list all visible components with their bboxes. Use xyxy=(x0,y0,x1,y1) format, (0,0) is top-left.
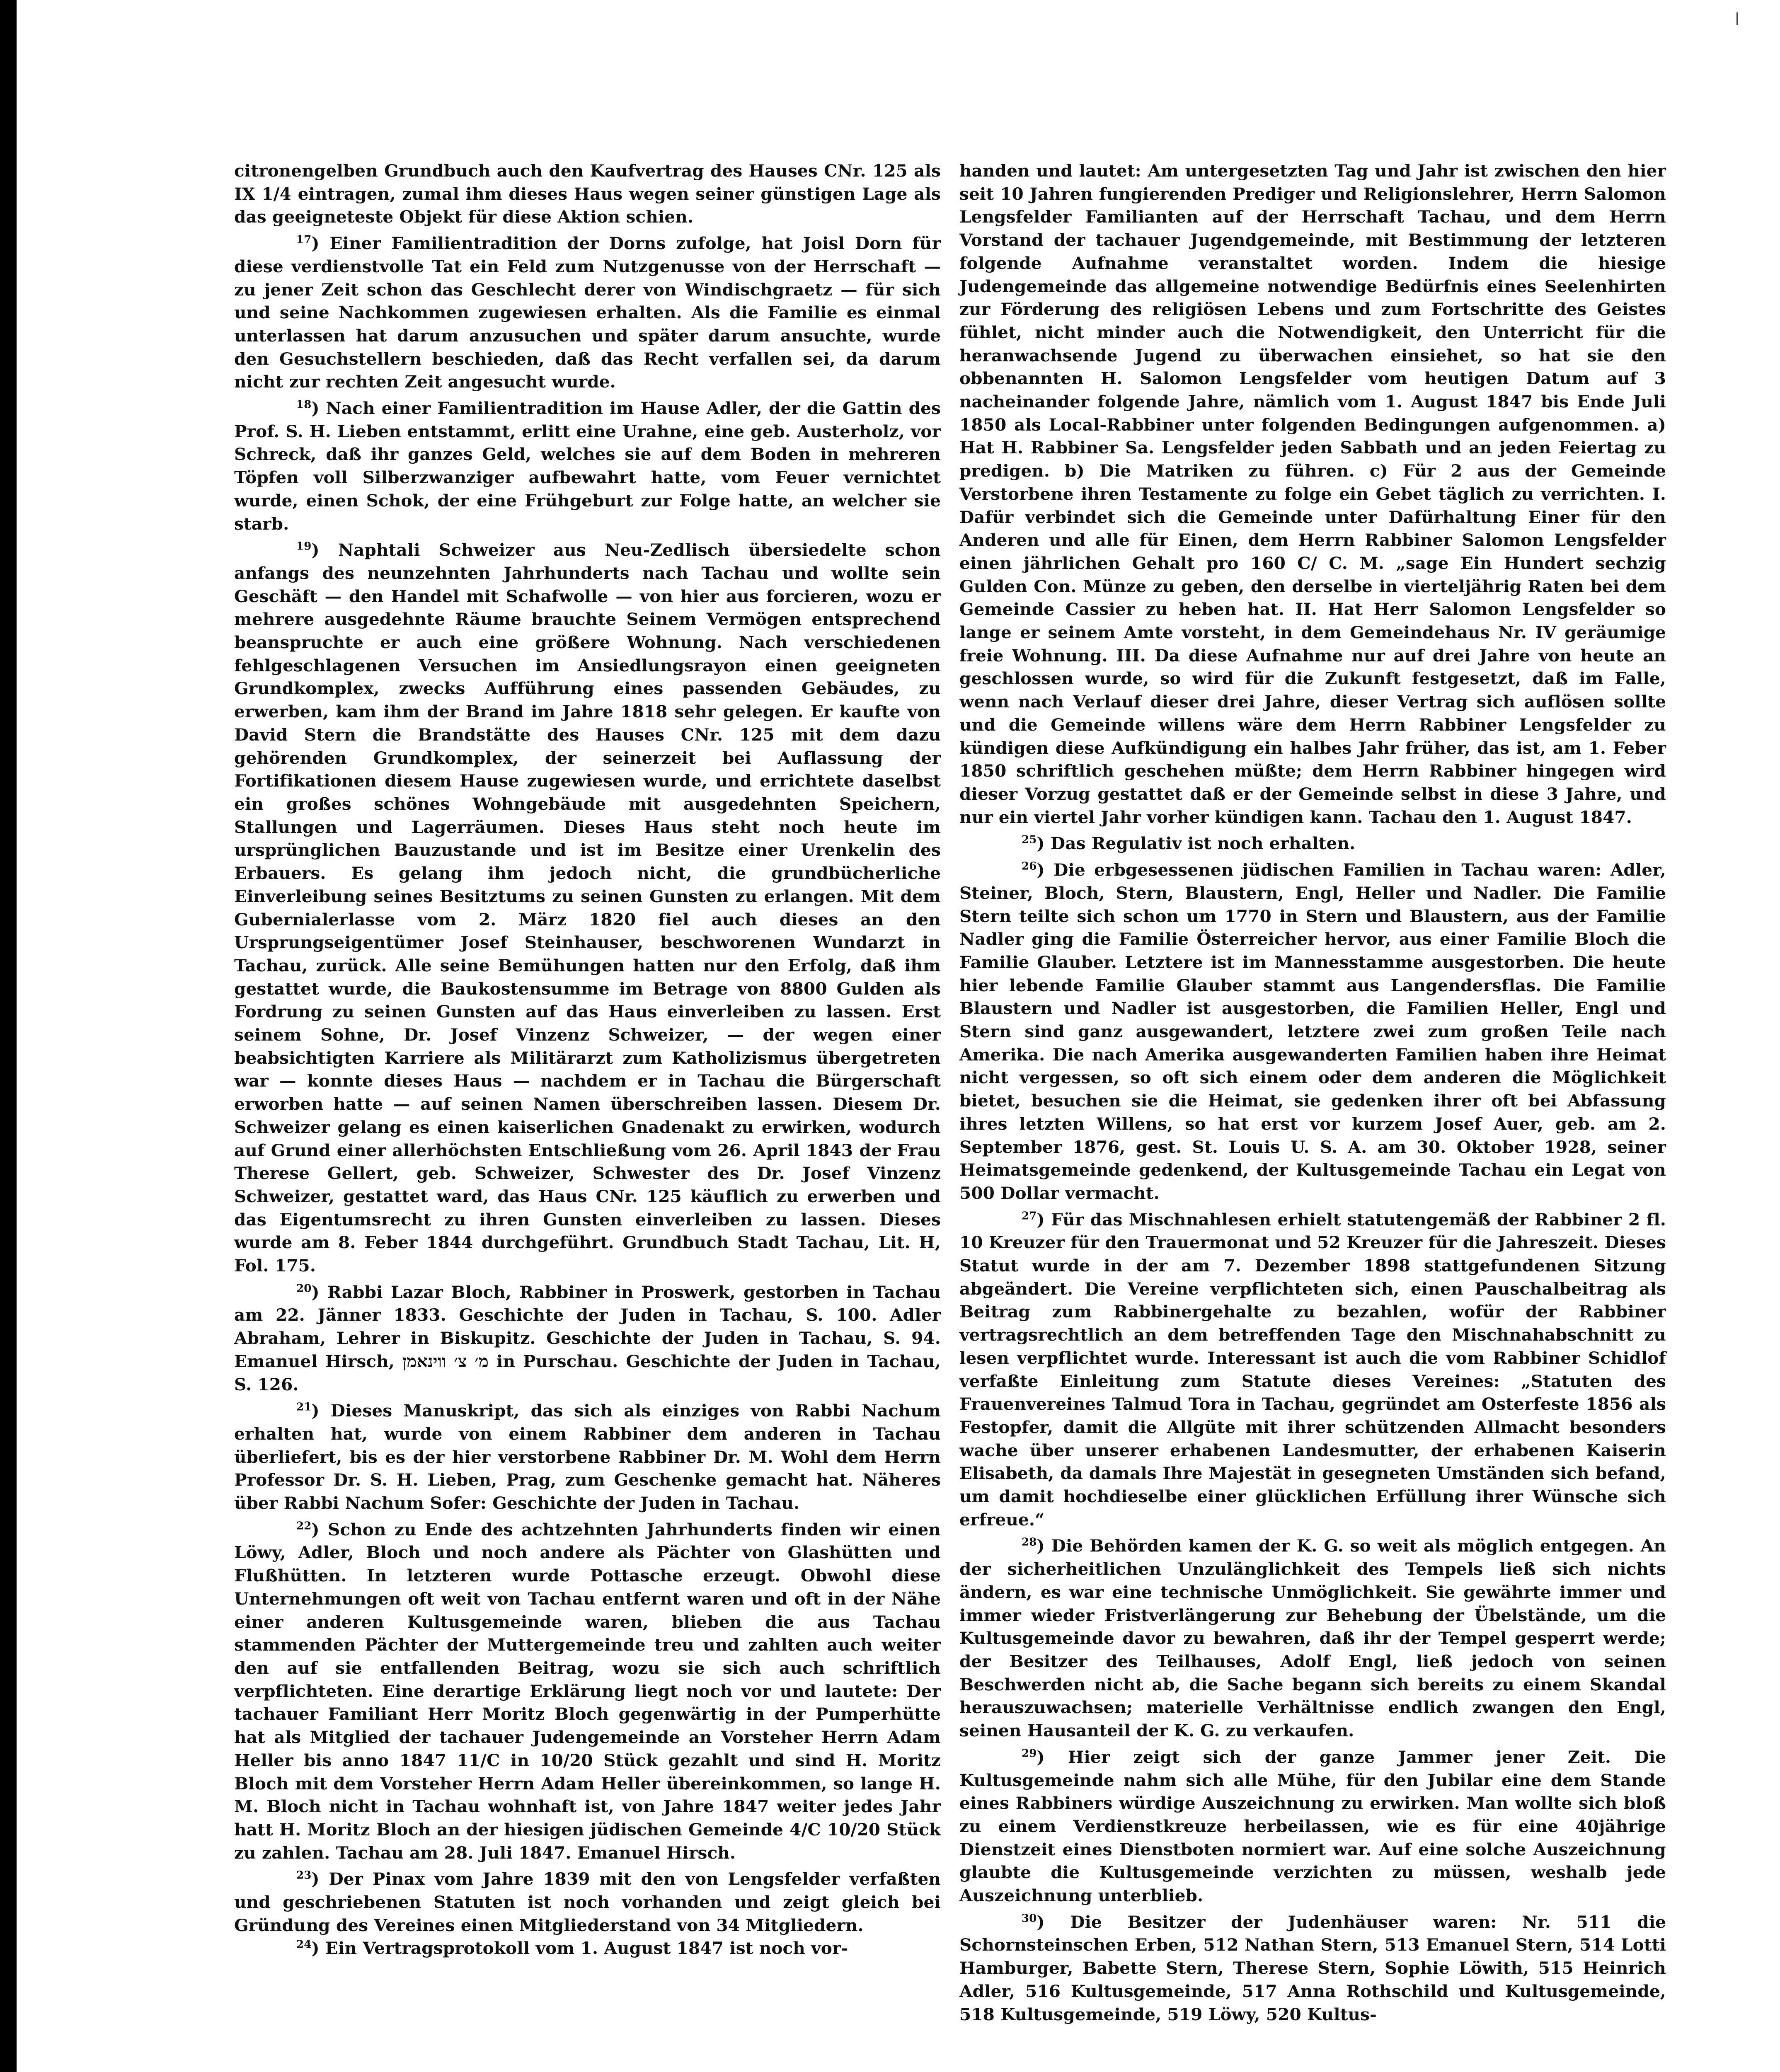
hebrew-name: מ׳ צ׳ ווינאמן xyxy=(402,1351,489,1371)
footnote-23: $^{23}$) Der Pinax vom Jahre 1839 mit den von Lengsfelder verfaßten und geschriebenen Statuten ist noch vorhanden und zeigt gleich bei Gründung des Vereines einen Mitgliederstand von 34 Mitgliedern. xyxy=(234,1869,941,1935)
right-column xyxy=(959,160,1666,2026)
footnote-24-continuation: handen und lautet: Am untergesetzten Tag und Jahr ist zwischen den hier seit 10 Jahren fungierenden Prediger und Religionslehrer, Herrn Salomon Lengsfelder Familianten auf der Herrschaft Tachau, und dem Herrn Vorstand der tachauer Jugendgemeinde, mit Bestimmung der letzteren folgende Aufnahme veranstaltet worden. Indem die hiesige Judengemeinde das allgemeine notwendige Bedürfnis eines Seelenhirten zur Förderung des religiösen Lebens und zum Fortschritte des Geistes fühlet, nicht minder auch die Notwendigkeit, den Unterricht für die heranwachsende Jugend zu überwachen einsiehet, so hat sie den obbenannten H. Salomon Lengsfelder vom heutigen Datum auf 3 nacheinander folgende Jahre, nämlich vom 1. August 1847 bis Ende Juli 1850 als Local-Rabbiner unter folgenden Bedingungen aufgenommen. a) Hat H. Rabbiner Sa. Lengsfelder jeden Sabbath und an jeden Feiertag zu predigen. b) Die Matriken zu führen. c) Für 2 aus der Gemeinde Verstorbene ihren Testamente zu folge ein Gebet täglich zu verrichten. I. Dafür verbindet sich die Gemeinde unter Dafürhaltung Einer für den Anderen und alle für Einen, dem Herrn Rabbiner Salomon Lengsfelder einen jährlichen Gehalt pro 160 C/ C. M. „sage Ein Hundert sechzig Gulden Con. Münze zu geben, den derselbe in vierteljährig Raten bei dem Gemeinde Cassier zu heben hat. II. Hat Herr Salomon Lengsfelder so lange er seinem Amte vorsteht, in dem Gemeindehaus Nr. IV geräumige freie Wohnung. III. Da diese Aufnahme nur auf drei Jahre von heute an geschlossen wurde, so wird für die Zukunft festgesetzt, daß im Falle, wenn nach Verlauf dieser drei Jahre, dieser Vertrag sich auflösen sollte und die Gemeinde willens wäre dem Herrn Rabbiner Lengsfelder zu kündigen diese Aufkündigung ein halbes Jahr früher, das ist, am 1. Feber 1850 schriftlich geschehen müßte; dem Herrn Rabbiner hingegen wird dieser Vorzug gestattet daß er der Gemeinde selbst in diese 3 Jahre, und nur ein viertel Jahr vorher kündigen kann. Tachau den 1. August 1847. xyxy=(959,161,1666,827)
scan-mark xyxy=(1736,12,1738,25)
footnote-17: $^{17}$) Einer Familientradition der Dorns zufolge, hat Joisl Dorn für diese verdienstvolle Tat ein Feld zum Nutzgenusse von der Herrschaft — zu jener Zeit schon das Geschlecht derer von Windischgraetz — für sich und seine Nachkommen zugewiesen erhalten. Als die Familie es einmal unterlassen hat darum anzusuchen und später darum ansuchte, wurde den Gesuchstellern beschieden, daß das Recht verfallen sei, da darum nicht zur rechten Zeit angesucht wurde. xyxy=(234,233,941,392)
footnote-29: $^{29}$) Hier zeigt sich der ganze Jammer jener Zeit. Die Kultusgemeinde nahm sich alle Mühe, für den Jubilar eine dem Stande eines Rabbiners würdige Auszeichnung zu erwirken. Man wollte sich bloß zu einem Verdienstkreuze herbeilassen, wie es für eine 40jährige Dienstzeit eines Dienstboten normiert war. Auf eine solche Auszeichnung glaubte die Kultusgemeinde verzichten zu müssen, weshalb jede Auszeichnung unterblieb. xyxy=(959,1747,1666,1906)
footnote-18: $^{18}$) Nach einer Familientradition im Hause Adler, der die Gattin des Prof. S. H. Lieben entstammt, erlitt eine Urahne, eine geb. Austerholz, vor Schreck, daß ihr ganzes Geld, welches sie auf dem Boden in mehreren Töpfen voll Silberzwanziger aufbewahrt hatte, vom Feuer vernichtet wurde, einen Schok, der eine Frühgeburt zur Folge hatte, an welcher sie starb. xyxy=(234,398,941,534)
footnote-22: $^{22}$) Schon zu Ende des achtzehnten Jahrhunderts finden wir einen Löwy, Adler, Bloch und noch andere als Pächter von Glashütten und Flußhütten. In letzteren wurde Pottasche erzeugt. Obwohl diese Unternehmungen oft weit von Tachau entfernt waren und oft in der Nähe einer anderen Kultusgemeinde waren, blieben die aus Tachau stammenden Pächter der Muttergemeinde treu und zahlten auch weiter den auf sie entfallenden Beitrag, wozu sie sich auch schriftlich verpflichteten. Eine derartige Erklärung liegt noch vor und lautete: Der tachauer Familiant Herr Moritz Bloch gegenwärtig in der Pumperhütte hat als Mitglied der tachauer Judengemeinde an Vorsteher Herrn Adam Heller bis anno 1847 11/C in 10/20 Stück gezahlt und sind H. Moritz Bloch mit dem Vorsteher Herrn Adam Heller übereinkommen, so lange H. M. Bloch nicht in Tachau wohnhaft ist, von Jahre 1847 weiter jedes Jahr hatt H. Moritz Bloch an der hiesigen jüdischen Gemeinde 4/C 10/20 Stück zu zahlen. Tachau am 28. Juli 1847. Emanuel Hirsch. xyxy=(234,1519,941,1863)
footnote-24: $^{24}$) Ein Vertragsprotokoll vom 1. August 1847 ist noch vor- xyxy=(296,1938,848,1958)
footnote-26: $^{26}$) Die erbgesessenen jüdischen Familien in Tachau waren: Adler, Steiner, Bloch, Stern, Blaustern, Engl, Heller und Nadler. Die Familie Stern teilte sich schon um 1770 in Stern und Blaustern, aus der Familie Nadler ging die Familie Österreicher hervor, aus einer Familie Bloch die Familie Glauber. Letztere ist im Mannesstamme ausgestorben. Die heute hier lebende Familie Glauber stammt aus Langendersflas. Die Familie Blaustern und Nadler ist ausgestorben, die Familien Heller, Engl und Stern sind ganz ausgewandert, letztere zwei zum großen Teile nach Amerika. Die nach Amerika ausgewanderten Familien haben ihre Heimat nicht vergessen, so oft sich einem oder dem anderen die Möglichkeit bietet, besuchen sie die Heimat, sie gedenken ihrer oft bei Abfassung ihres letzten Willens, so hat erst vor kurzem Josef Auer, geb. am 2. September 1876, gest. St. Louis U. S. A. am 30. Oktober 1928, seiner Heimatsgemeinde gedenkend, der Kultusgemeinde Tachau ein Legat von 500 Dollar vermacht. xyxy=(959,860,1666,1203)
footnote-27: $^{27}$) Für das Mischnahlesen erhielt statutengemäß der Rabbiner 2 fl. 10 Kreuzer für den Trauermonat und 52 Kreuzer für die Jahreszeit. Dieses Statut wurde in der am 7. Dezember 1898 stattgefundenen Sitzung abgeändert. Die Vereine verpflichteten sich, einen Pauschalbeitrag als Beitrag zum Rabbinergehalte zu bezahlen, wofür der Rabbiner vertragsrechtlich an dem betreffenden Tage den Mischnahabschnitt zu lesen verpflichtet wurde. Interessant ist auch die vom Rabbiner Schidlof verfaßte Einleitung zum Statute dieses Vereines: „Statuten des Frauenvereines Talmud Tora in Tachau, gegründet am Osterfeste 1856 als Festopfer, damit die Allgüte mit ihrer schützenden Allmacht besonders wache über unserer erhabenen Landesmutter, der erhabenen Kaiserin Elisabeth, da damals Ihre Majestät in gesegneten Umständen sich befand, um damit hochdieselbe einer glücklichen Erfüllung ihrer Wünsche sich erfreue.“ xyxy=(959,1209,1666,1530)
paragraph-continuation: citronengelben Grundbuch auch den Kaufvertrag des Hauses CNr. 125 als IX 1/4 eintragen, zumal ihm dieses Haus wegen seiner günstigen Lage als das geeigneteste Objekt für diese Aktion schien. xyxy=(234,161,941,227)
footnote-30: $^{30}$) Die Besitzer der Judenhäuser waren: Nr. 511 die Schornsteinschen Erben, 512 Nathan Stern, 513 Emanuel Stern, 514 Lotti Hamburger, Babette Stern, Therese Stern, Sophie Löwith, 515 Heinrich Adler, 516 Kultusgemeinde, 517 Anna Rothschild und Kultusgemeinde, 518 Kultusgemeinde, 519 Löwy, 520 Kultus- xyxy=(959,1912,1666,2024)
document-page xyxy=(17,0,1780,2072)
footnote-21: $^{21}$) Dieses Manuskript, das sich als einziges von Rabbi Nachum erhalten hat, wurde von einem Rabbiner dem anderen in Tachau überliefert, bis es der hier verstorbene Rabbiner Dr. M. Wohl dem Herrn Professor Dr. S. H. Lieben, Prag, zum Geschenke gemacht hat. Näheres über Rabbi Nachum Sofer: Geschichte der Juden in Tachau. xyxy=(234,1401,941,1513)
footnote-28: $^{28}$) Die Behörden kamen der K. G. so weit als möglich entgegen. An der sicherheitlichen Unzulänglichkeit des Tempels ließ sich nichts ändern, es war eine technische Unmöglichkeit. Sie gewährte immer und immer wieder Fristverlängerung zur Behebung der Übelstände, um die Kultusgemeinde davor zu bewahren, daß ihr der Tempel gesperrt werde; der Besitzer des Teilhauses, Adolf Engl, ließ jedoch von seinen Beschwerden nicht ab, die Sache begann sich bereits zu einem Skandal herauszuwachsen; materielle Verhältnisse endlich zwangen den Engl, seinen Hausanteil der K. G. zu verkaufen. xyxy=(959,1536,1666,1741)
footnote-20: $^{20}$) Rabbi Lazar Bloch, Rabbiner in Proswerk, gestorben in Tachau am 22. Jänner 1833. Geschichte der Juden in Tachau, S. 100. Adler Abraham, Lehrer in Biskupitz. Geschichte der Juden in Tachau, S. 94. Emanuel Hirsch, מ׳ צ׳ ווינאמן in Purschau. Geschichte der Juden in Tachau, S. 126. xyxy=(234,1282,941,1394)
footnote-25: $^{25}$) Das Regulativ ist noch erhalten. xyxy=(1022,833,1356,854)
footnote-19: $^{19}$) Naphtali Schweizer aus Neu-Zedlisch übersiedelte schon anfangs des neunzehnten Jahrhunderts nach Tachau und wollte sein Geschäft — den Handel mit Schafwolle — von hier aus forcieren, wozu er mehrere ausgedehnte Räume brauchte Seinem Vermögen entsprechend beanspruchte er auch eine größere Wohnung. Nach verschiedenen fehlgeschlagenen Versuchen im Ansiedlungsrayon einen geeigneten Grundkomplex, zwecks Aufführung eines passenden Gebäudes, zu erwerben, kam ihm der Brand im Jahre 1818 sehr gelegen. Er kaufte von David Stern die Brandstätte des Hauses CNr. 125 mit dem dazu gehörenden Grundkomplex, der seinerzeit bei Auflassung der Fortifikationen diesem Hause zugewiesen wurde, und errichtete daselbst ein großes schönes Wohngebäude mit ausgedehnten Speichern, Stallungen und Lagerräumen. Dieses Haus steht noch heute im ursprünglichen Bauzustande und ist im Besitze einer Urenkelin des Erbauers. Es gelang ihm jedoch nicht, die grundbücherliche Einverleibung seines Besitztums zu seinen Gunsten zu erlangen. Mit dem Gubernialerlasse vom 2. März 1820 fiel auch dieses an den Ursprungseigentümer Josef Steinhauser, beschworenen Wundarzt in Tachau, zurück. Alle seine Bemühungen hatten nur den Erfolg, daß ihm gestattet wurde, die Baukostensumme im Betrage von 8800 Gulden als Fordrung zu seinen Gunsten auf das Haus einverleiben zu lassen. Erst seinem Sohne, Dr. Josef Vinzenz Schweizer, — der wegen einer beabsichtigten Karriere als Militärarzt zum Katholizismus übergetreten war — konnte dieses Haus — nachdem er in Tachau die Bürgerschaft erworben hatte — auf seinen Namen überschreiben lassen. Diesem Dr. Schweizer gelang es einen kaiserlichen Gnadenakt zu erwirken, wodurch auf Grund einer allerhöchsten Entschließung vom 26. April 1843 der Frau Therese Gellert, geb. Schweizer, Schwester des Dr. Josef Vinzenz Schweizer, gestattet ward, das Haus CNr. 125 käuflich zu erwerben und das Eigentumsrecht zu ihren Gunsten einverleiben zu lassen. Dieses wurde am 8. Feber 1844 durchgeführt. Grundbuch Stadt Tachau, Lit. H, Fol. 175. xyxy=(234,540,941,1276)
left-column xyxy=(234,160,941,1960)
